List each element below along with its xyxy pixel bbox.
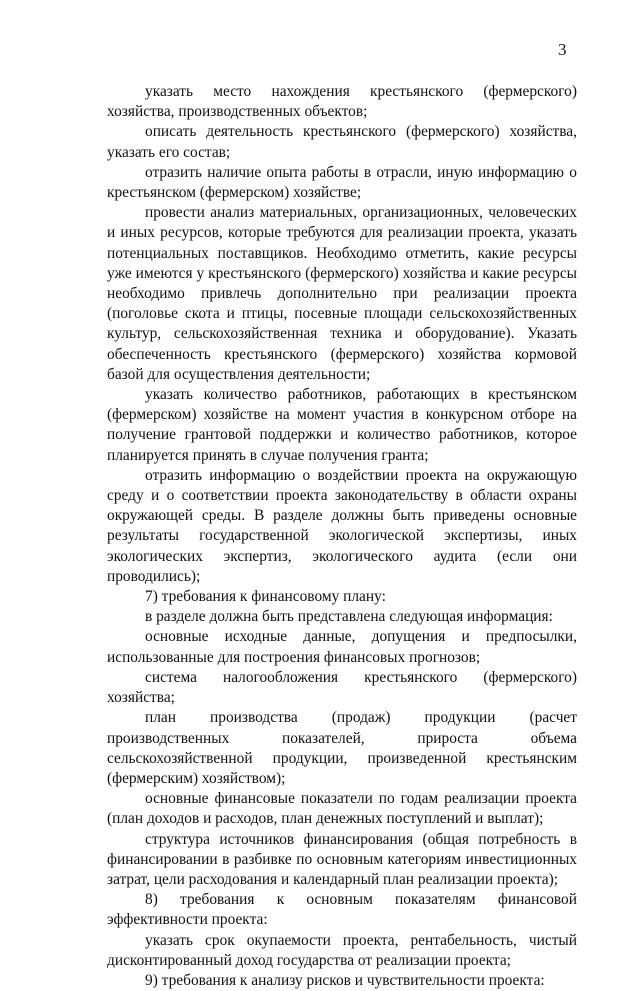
section-financial-plan: 7) требования к финансовому плану: bbox=[145, 588, 386, 606]
paragraph-production-plan: план производства (продаж) продукции (расчет производственных показателей, прироста объема сельскохозяйственной продукции, произведенной крестьянским (фермерским) хозяйством); bbox=[107, 709, 577, 787]
paragraph-location: указать место нахождения крестьянского (фермерского) хозяйства, производственных объектов; bbox=[107, 83, 577, 121]
paragraph-section-info: в разделе должна быть представлена следующая информация: bbox=[145, 608, 553, 626]
page-number: 3 bbox=[558, 40, 567, 59]
paragraph-environment: отразить информацию о воздействии проекта на окружающую среду и о соответствии проекта законодательству в области охраны окружающей среды. В разделе должны быть приведены основные результаты государственной экологической экспертизы, иных экологических экспертиз, экологического аудита (если они проводились); bbox=[107, 466, 577, 585]
paragraph-experience: отразить наличие опыта работы в отрасли, иную информацию о крестьянском (фермерском) хозяйстве; bbox=[107, 163, 577, 202]
paragraph-payback: указать срок окупаемости проекта, рентабельность, чистый дисконтированный доход государства от реализации проекта; bbox=[107, 931, 577, 969]
paragraph-tax-system: система налогообложения крестьянского (фермерского) хозяйства; bbox=[107, 668, 577, 707]
section-financial-efficiency: 8) требования к основным показателям финансовой эффективности проекта: bbox=[107, 891, 577, 929]
paragraph-funding-structure: структура источников финансирования (общая потребность в финансировании в разбивке по основным категориям инвестиционных затрат, цели расходования и календарный план реализации проекта); bbox=[107, 830, 577, 888]
paragraph-activity: описать деятельность крестьянского (фермерского) хозяйства, указать его состав; bbox=[107, 123, 577, 161]
paragraph-initial-data: основные исходные данные, допущения и предпосылки, использованные для построения финансовых прогнозов; bbox=[107, 628, 577, 666]
paragraph-financial-indicators: основные финансовые показатели по годам реализации проекта (план доходов и расходов, план денежных поступлений и выплат); bbox=[107, 790, 577, 828]
paragraph-resources: провести анализ материальных, организационных, человеческих и иных ресурсов, которые требуются для реализации проекта, указать потенциальных поставщиков. Необходимо отметить, какие ресурсы уже имеются у крестьянского (фермерского) хозяйства и какие ресурсы необходимо привлечь дополнительно при реализации проекта (поголовье скота и птицы, посевные площади сельскохозяйственных культур, сельскохозяйственная техника и оборудование). Указать обеспеченность крестьянского (фермерского) хозяйства кормовой базой для осуществления деятельности; bbox=[107, 204, 577, 383]
section-risk-analysis: 9) требования к анализу рисков и чувствительности проекта: bbox=[145, 971, 545, 989]
document-body bbox=[107, 82, 577, 991]
paragraph-employees: указать количество работников, работающих в крестьянском (фермерском) хозяйстве на момент участия в конкурсном отборе на получение грантовой поддержки и количество работников, которое планируется принять в случае получения гранта; bbox=[107, 386, 577, 464]
